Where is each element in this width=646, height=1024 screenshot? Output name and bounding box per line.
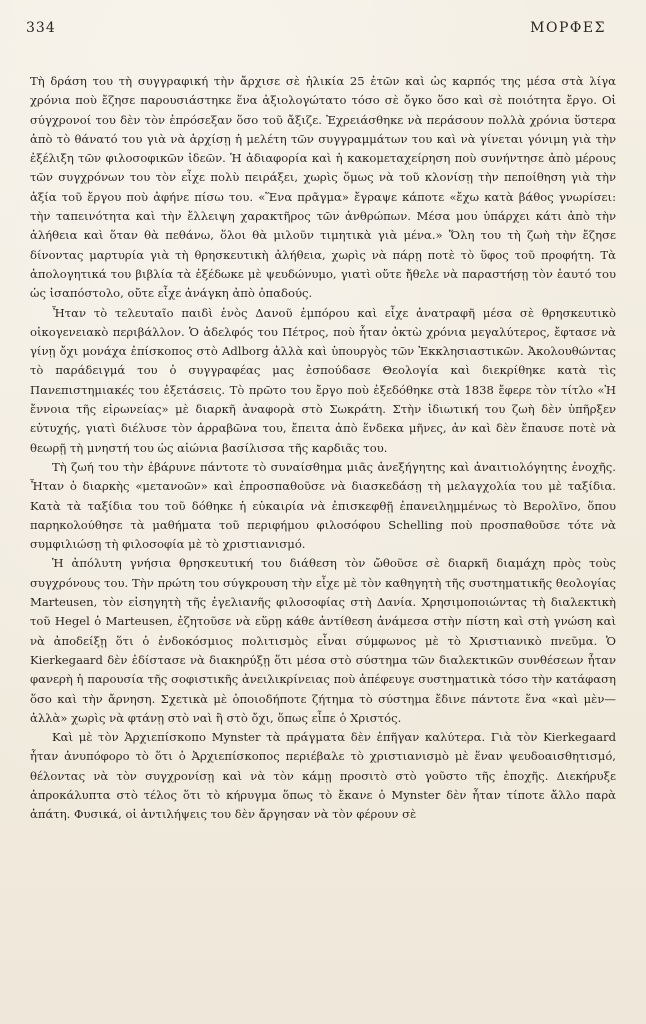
paragraph: Καὶ μὲ τὸν Ἀρχιεπίσκοπο Mynster τὰ πράγματα δὲν ἐπῆγαν καλύτερα. Γιὰ τὸν Kierkegaard ἦταν ἀνυπόφορο τὸ ὅτι ὁ Ἀρχιεπίσκοπος περιέβαλε τὸ χριστιανισμὸ μὲ ἕναν ψευδοαισθητισμό, θέλοντας νὰ τὸν συγχρονίσῃ καὶ νὰ τὸν κάμῃ προσιτὸ στὸ γοῦστο τῆς ἐποχῆς. Διεκήρυξε ἀπροκάλυπτα στὸ τέλος ὅτι τὸ κήρυγμα ὅπως τὸ ἔκανε ὁ Mynster δὲν ἦταν τίποτε ἄλλο παρὰ ἀπάτη. Φυσικά, οἱ ἀντιλήψεις του δὲν ἄργησαν νὰ τὸν φέρουν σὲ (30, 730, 616, 822)
running-head: ΜΟΡΦΕΣ (530, 20, 606, 36)
body-text (30, 72, 616, 825)
paragraph: Ἦταν τὸ τελευταῖο παιδὶ ἑνὸς Δανοῦ ἐμπόρου καὶ εἶχε ἀνατραφῆ μέσα σὲ θρησκευτικὸ οἰκογενειακὸ περιβάλλον. Ὁ ἀδελφός του Πέτρος, ποὺ ἦταν ὀκτὼ χρόνια μεγαλύτερος, ἔφτασε νὰ γίνῃ ὄχι μονάχα ἐπίσκοπος στὸ Adlborg ἀλλὰ καὶ ὑπουργὸς τῶν Ἐκκλησιαστικῶν. Ἀκολουθώντας τὸ παράδειγμά του ὁ συγγραφέας μας ἐσπούδασε Θεολογία καὶ διεκρίθηκε κατὰ τὶς Πανεπιστημιακές του ἐξετάσεις. Τὸ πρῶτο του ἔργο ποὺ ἐξεδόθηκε στὰ 1838 ἔφερε τὸν τίτλο «Ἡ ἔννοια τῆς εἰρωνείας» μὲ διαρκῆ ἀναφορὰ στὸ Σωκράτη. Στὴν ἰδιωτική του ζωὴ δὲν ὑπῆρξεν εὐτυχής, γιατὶ διέλυσε τὸν ἀρραβῶνα του, ἔπειτα ἀπὸ ἕνδεκα μῆνες, ἀν καὶ δὲν ἔπαυσε ποτὲ νὰ θεωρῇ τὴ μνηστή του ὡς αἰώνια βασίλισσα τῆς καρδιᾶς του. (30, 305, 616, 455)
page-number: 334 (26, 20, 56, 36)
paragraph: Τὴ ζωή του τὴν ἐβάρυνε πάντοτε τὸ συναίσθημα μιᾶς ἀνεξήγητης καὶ ἀναιτιολόγητης ἐνοχῆς. Ἦταν ὁ διαρκὴς «μετανοῶν» καὶ ἐπροσπαθοῦσε νὰ διασκεδάσῃ τὴ μελαγχολία του μὲ ταξίδια. Κατὰ τὰ ταξίδια του τοῦ δόθηκε ἡ εὐκαιρία νὰ ἐπισκεφθῇ ἐπανειλημμένως τὸ Βερολῖνο, ὅπου παρηκολούθησε τὰ μαθήματα τοῦ περιφήμου φιλοσόφου Schelling ποὺ προσπαθοῦσε τότε νὰ συμφιλιώσῃ τὴ φιλοσοφία μὲ τὸ χριστιανισμό. (30, 459, 616, 552)
paragraph: Ἡ ἀπόλυτη γνήσια θρησκευτική του διάθεση τὸν ὤθοῦσε σὲ διαρκῆ διαμάχη πρὸς τοὺς συγχρόνους του. Τὴν πρώτη του σύγκρουση τὴν εἶχε μὲ τὸν καθηγητὴ τῆς συστηματικῆς θεολογίας Marteusen, τὸν εἰσηγητὴ τῆς ἐγελιανῆς φιλοσοφίας στὴ Δανία. Χρησιμοποιώντας τὴ διαλεκτικὴ τοῦ Hegel ὁ Marteusen, ἐζητοῦσε νὰ εὕρῃ κάθε ἀντίθεση ἀνάμεσα στὴν πίστη καὶ στὴ γνώση καὶ νὰ ἀποδείξῃ ὅτι ὁ ἐνδοκόσμιος πολιτισμὸς εἶναι σύμφωνος μὲ τὸ Χριστιανικὸ πνεῦμα. Ὁ Kierkegaard δὲν ἐδίστασε νὰ διακηρύξῃ ὅτι μέσα στὸ σύστημα τῶν διαλεκτικῶν συνθέσεων ἦταν φανερὴ ἡ παρουσία τῆς σοφιστικῆς ἀνειλικρίνειας ποὺ ἀπέφευγε συστηματικὰ τόσο τὴν κατάφαση ὅσο καὶ τὴν ἄρνηση. Σχετικὰ μὲ ὁποιοδήποτε ζήτημα τὸ σύστημα ἔδινε πάντοτε ἕνα «καὶ μὲν—ἀλλὰ» χωρὶς νὰ φτάνῃ στὸ ναὶ ἢ στὸ ὄχι, ὅπως εἶπε ὁ Χριστός. (30, 556, 616, 725)
paragraph: Τὴ δράση του τὴ συγγραφική τὴν ἄρχισε σὲ ἡλικία 25 ἐτῶν καὶ ὡς καρπός της μέσα στὰ λίγα χρόνια ποὺ ἔζησε παρουσιάστηκε ἕνα ἀξιολογώτατο τόσο σὲ ὄγκο ὅσο καὶ σὲ ποιότητα ἔργο. Οἱ σύγχρονοί του δὲν τὸν ἐπρόσεξαν ὅσο τοῦ ἄξιζε. Ἐχρειάσθηκε νὰ περάσουν πολλὰ χρόνια ὕστερα ἀπὸ τὸ θάνατό του γιὰ νὰ ἀρχίσῃ ἡ μελέτη τῶν συγγραμμάτων του καὶ νὰ γίνεται γόνιμη γιὰ τὴν ἐξέλιξη τῶν φιλοσοφικῶν ἰδεῶν. Ἡ ἀδιαφορία καὶ ἡ κακομεταχείρηση ποὺ συνήντησε ἀπὸ μέρους τῶν συγχρόνων του τὸν εἶχε πολὺ πειράξει, χωρὶς ὅμως νὰ τοῦ κλονίσῃ τὴν πεποίθηση γιὰ τὴν ἀξία τοῦ ἔργου ποὺ ἀφήνε πίσω του. «Ἕνα πρᾶγμα» ἔγραψε κάποτε «ἔχω κατὰ βάθος γνωρίσει: τὴν ταπεινότητα καὶ τὴν ἔλλειψη χαρακτῆρος τῶν ἀνθρώπων. Μέσα μου ὑπάρχει κάτι ἀπὸ τὴν ἀλήθεια καὶ ὅταν θὰ πεθάνω, ὅλοι θὰ μιλοῦν τιμητικὰ γιὰ μένα.» Ὅλη του τὴ ζωὴ τὴν ἔζησε δίνοντας μαρτυρία γιὰ τὴ θρησκευτικὴ ἀλήθεια, χωρὶς νὰ πάρῃ ποτὲ τὸ ὕφος τοῦ προφήτη. Τὰ ἀπολογητικά του βιβλία τὰ ἐξέδωκε μὲ ψευδώνυμο, γιατὶ οὔτε ἤθελε νὰ παραστήσῃ τὸν ἑαυτό του ὡς ἰσαπόστολο, οὔτε εἶχε ἀνάγκη ἀπὸ ὀπαδούς. (30, 74, 616, 301)
page-header (26, 20, 606, 42)
